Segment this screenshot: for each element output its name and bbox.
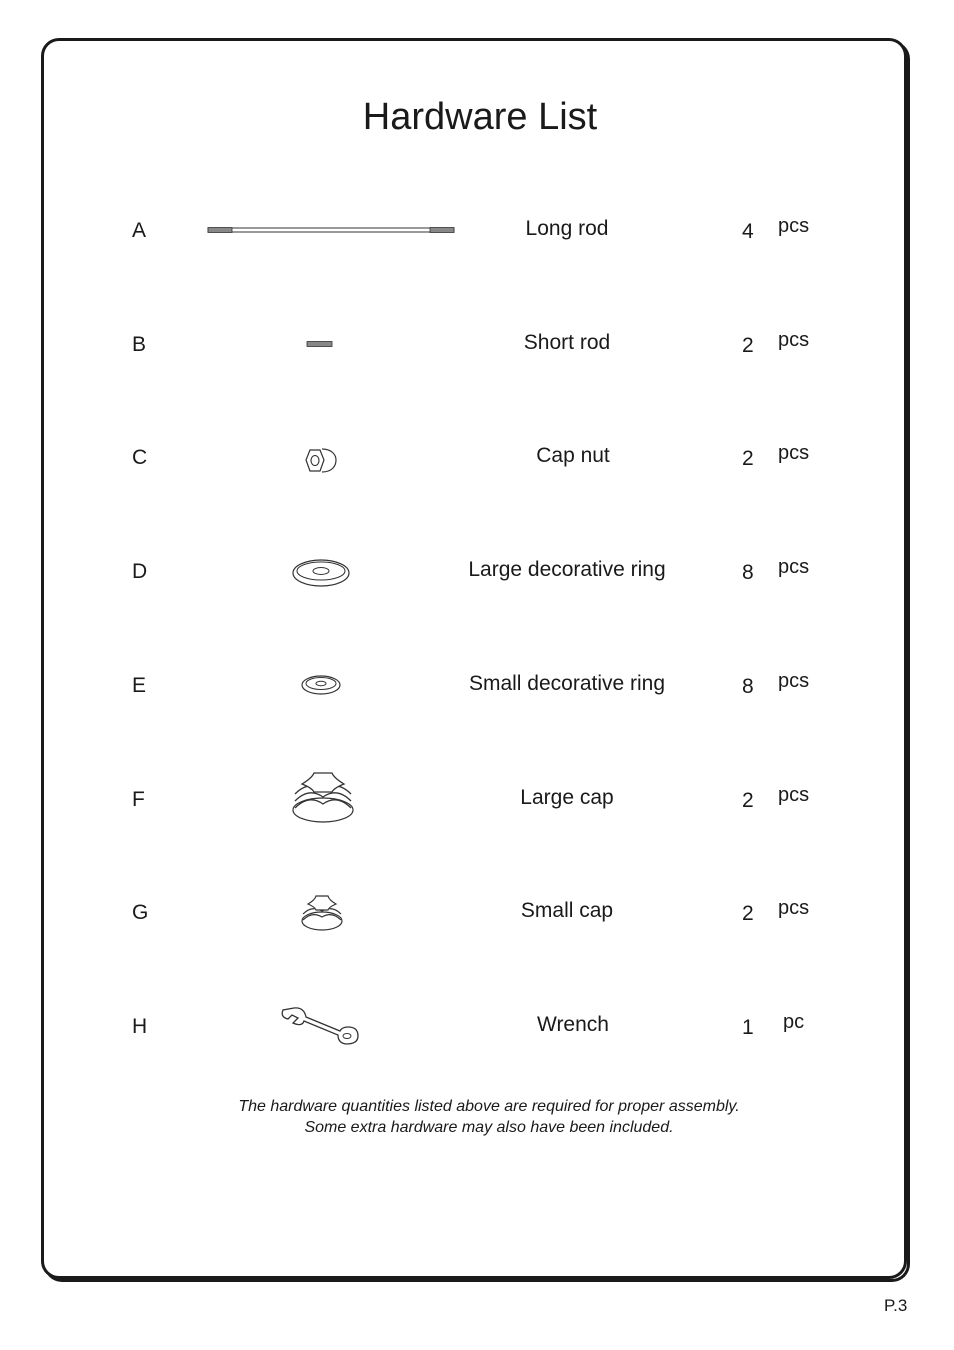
item-name: Short rod	[523, 331, 611, 354]
item-unit: pc	[783, 1011, 805, 1033]
item-quantity: 2	[742, 334, 754, 357]
long-rod-icon	[206, 225, 456, 235]
hardware-row-g	[0, 897, 954, 961]
item-letter: E	[132, 674, 147, 697]
wrench-icon	[278, 1005, 364, 1047]
item-quantity: 8	[742, 675, 754, 698]
item-name: Long rod	[525, 217, 609, 240]
item-unit: pcs	[778, 556, 810, 578]
item-unit: pcs	[778, 215, 810, 237]
large-cap-icon	[290, 770, 356, 826]
hardware-row-b	[0, 329, 954, 393]
assembly-note-line-1: The hardware quantities listed above are required for proper assembly.	[238, 1098, 740, 1115]
hardware-row-c	[0, 442, 954, 506]
page-title: Hardware List	[362, 96, 598, 138]
item-name: Wrench	[537, 1013, 609, 1036]
item-unit: pcs	[778, 329, 810, 351]
item-name: Cap nut	[536, 444, 610, 467]
item-quantity: 4	[742, 220, 754, 243]
item-letter: G	[132, 901, 149, 924]
large-ring-icon	[290, 557, 352, 589]
hardware-row-f	[0, 784, 954, 848]
item-letter: F	[132, 788, 145, 811]
item-letter: H	[132, 1015, 148, 1038]
item-letter: D	[132, 560, 148, 583]
assembly-note-line-2: Some extra hardware may also have been included.	[304, 1119, 674, 1136]
item-name: Small cap	[520, 899, 614, 922]
item-quantity: 8	[742, 561, 754, 584]
item-letter: A	[132, 219, 147, 242]
cap-nut-icon	[302, 446, 340, 476]
item-quantity: 1	[742, 1016, 754, 1039]
hardware-row-h	[0, 1011, 954, 1075]
short-rod-icon	[305, 339, 335, 349]
item-quantity: 2	[742, 789, 754, 812]
hardware-row-a	[0, 215, 954, 279]
item-letter: C	[132, 446, 148, 469]
item-letter: B	[132, 333, 147, 356]
item-unit: pcs	[778, 784, 810, 806]
hardware-row-d	[0, 556, 954, 620]
small-cap-icon	[299, 893, 345, 933]
item-name: Large cap	[520, 786, 614, 809]
item-quantity: 2	[742, 902, 754, 925]
hardware-row-e	[0, 670, 954, 734]
item-unit: pcs	[778, 670, 810, 692]
item-name: Small decorative ring	[468, 672, 666, 695]
item-quantity: 2	[742, 447, 754, 470]
item-name: Large decorative ring	[468, 558, 666, 581]
item-unit: pcs	[778, 442, 810, 464]
item-unit: pcs	[778, 897, 810, 919]
small-ring-icon	[299, 672, 343, 698]
page-number: P.3	[884, 1296, 908, 1315]
